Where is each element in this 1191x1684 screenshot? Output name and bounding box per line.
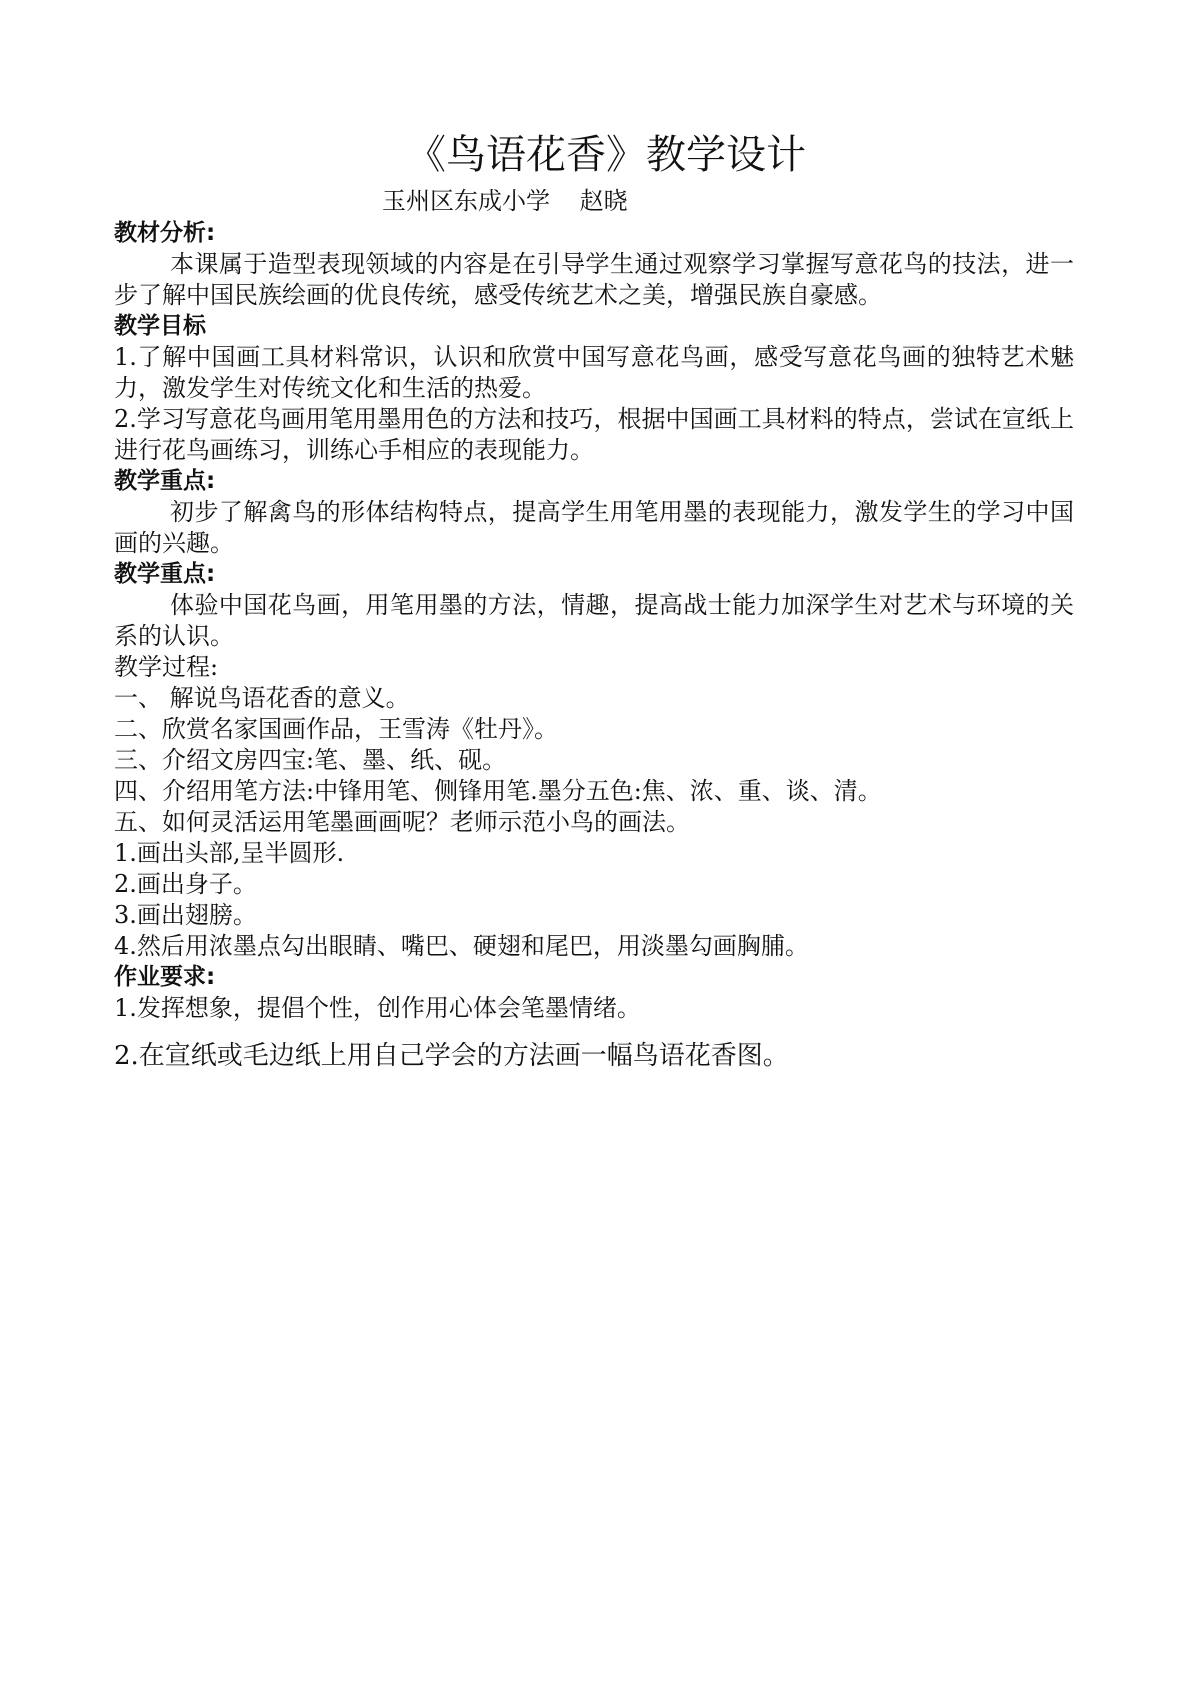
process-step: 4.然后用浓墨点勾出眼睛、嘴巴、硬翅和尾巴，用淡墨勾画胸脯。 bbox=[114, 932, 809, 960]
heading-teaching-process: 教学过程: bbox=[114, 653, 219, 681]
process-step: 1.画出头部,呈半圆形. bbox=[114, 839, 345, 867]
process-step: 一、 解说鸟语花香的意义。 bbox=[114, 684, 410, 712]
author-line: 玉州区东成小学 赵晓 bbox=[382, 187, 628, 215]
key-points-text: 初步了解禽鸟的形体结构特点，提高学生用笔用墨的表现能力，激发学生的学习中国画的兴趣。 bbox=[114, 498, 1074, 557]
process-step: 三、介绍文房四宝:笔、墨、纸、砚。 bbox=[114, 746, 507, 774]
goal-item-1: 1.了解中国画工具材料常识，认识和欣赏中国写意花鸟画，感受写意花鸟画的独特艺术魅力，激发学生对传统文化和生活的热爱。 bbox=[114, 343, 1074, 402]
heading-key-points: 教学重点: bbox=[114, 468, 216, 494]
process-step: 二、欣赏名家国画作品，王雪涛《牡丹》。 bbox=[114, 715, 558, 743]
process-step: 2.画出身子。 bbox=[114, 870, 257, 898]
heading-homework: 作业要求: bbox=[114, 964, 216, 990]
document-title: 《鸟语花香》教学设计 bbox=[406, 132, 806, 178]
heading-teaching-goals: 教学目标 bbox=[114, 313, 206, 339]
process-step: 3.画出翅膀。 bbox=[114, 901, 257, 929]
key-points-2-text: 体验中国花鸟画，用笔用墨的方法，情趣，提高战士能力加深学生对艺术与环境的关系的认识。 bbox=[114, 591, 1074, 650]
heading-key-points-2: 教学重点: bbox=[114, 561, 216, 587]
homework-item-1: 1.发挥想象，提倡个性，创作用心体会笔墨情绪。 bbox=[114, 994, 641, 1022]
homework-item-2: 2.在宣纸或毛边纸上用自己学会的方法画一幅鸟语花香图。 bbox=[114, 1041, 789, 1071]
goal-item-2: 2.学习写意花鸟画用笔用墨用色的方法和技巧，根据中国画工具材料的特点，尝试在宣纸上进行花鸟画练习，训练心手相应的表现能力。 bbox=[114, 405, 1074, 464]
process-step: 五、如何灵活运用笔墨画画呢？老师示范小鸟的画法。 bbox=[114, 808, 690, 836]
process-step: 四、介绍用笔方法:中锋用笔、侧锋用笔.墨分五色:焦、浓、重、谈、清。 bbox=[114, 777, 882, 805]
material-analysis-text: 本课属于造型表现领域的内容是在引导学生通过观察学习掌握写意花鸟的技法，进一步了解中国民族绘画的优良传统，感受传统艺术之美，增强民族自豪感。 bbox=[114, 250, 1074, 309]
document-body bbox=[114, 128, 1074, 1074]
heading-material-analysis: 教材分析: bbox=[114, 220, 216, 246]
